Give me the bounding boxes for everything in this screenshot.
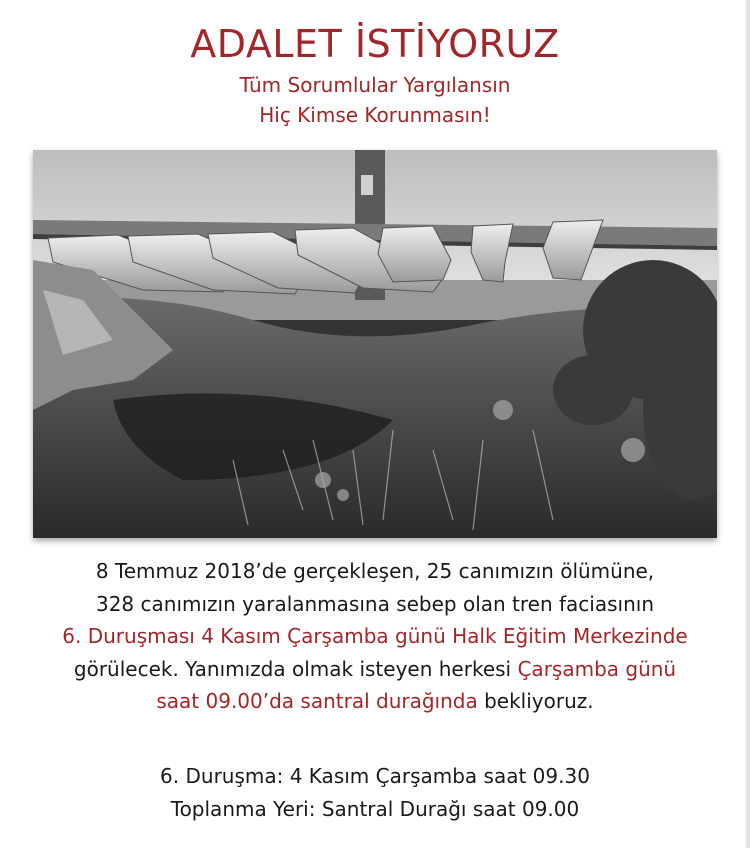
rail-accident-photo xyxy=(33,150,717,538)
announcement-line-4 xyxy=(0,653,750,686)
subtitle-line-2: Hiç Kimse Korunmasın! xyxy=(259,103,491,127)
meeting-point-info: Toplanma Yeri: Santral Durağı saat 09.00 xyxy=(170,797,580,821)
announcement-line-5-text: bekliyoruz. xyxy=(477,689,594,713)
announcement-line-2: 328 canımızın yaralanmasına sebep olan tren faciasının xyxy=(95,591,655,616)
announcement-line-3: 6. Duruşması 4 Kasım Çarşamba günü Halk Eğitim Merkezinde xyxy=(62,624,688,648)
event-info xyxy=(0,760,750,826)
announcement-line-5-highlight: saat 09.00’da santral durağında xyxy=(156,689,478,713)
announcement-line-5 xyxy=(0,685,750,718)
page-title: ADALET İSTİYORUZ xyxy=(190,22,560,66)
announcement-line-4-text: görülecek. Yanımızda olmak isteyen herkesi xyxy=(73,656,518,681)
announcement-line-1: 8 Temmuz 2018’de gerçekleşen, 25 canımızın ölümüne, xyxy=(95,559,655,583)
hearing-info: 6. Duruşma: 4 Kasım Çarşamba saat 09.30 xyxy=(160,764,590,788)
subtitle-line-1: Tüm Sorumlular Yargılansın xyxy=(239,73,511,97)
announcement-paragraph xyxy=(0,555,750,718)
announcement-line-4-highlight: Çarşamba günü xyxy=(517,656,677,681)
